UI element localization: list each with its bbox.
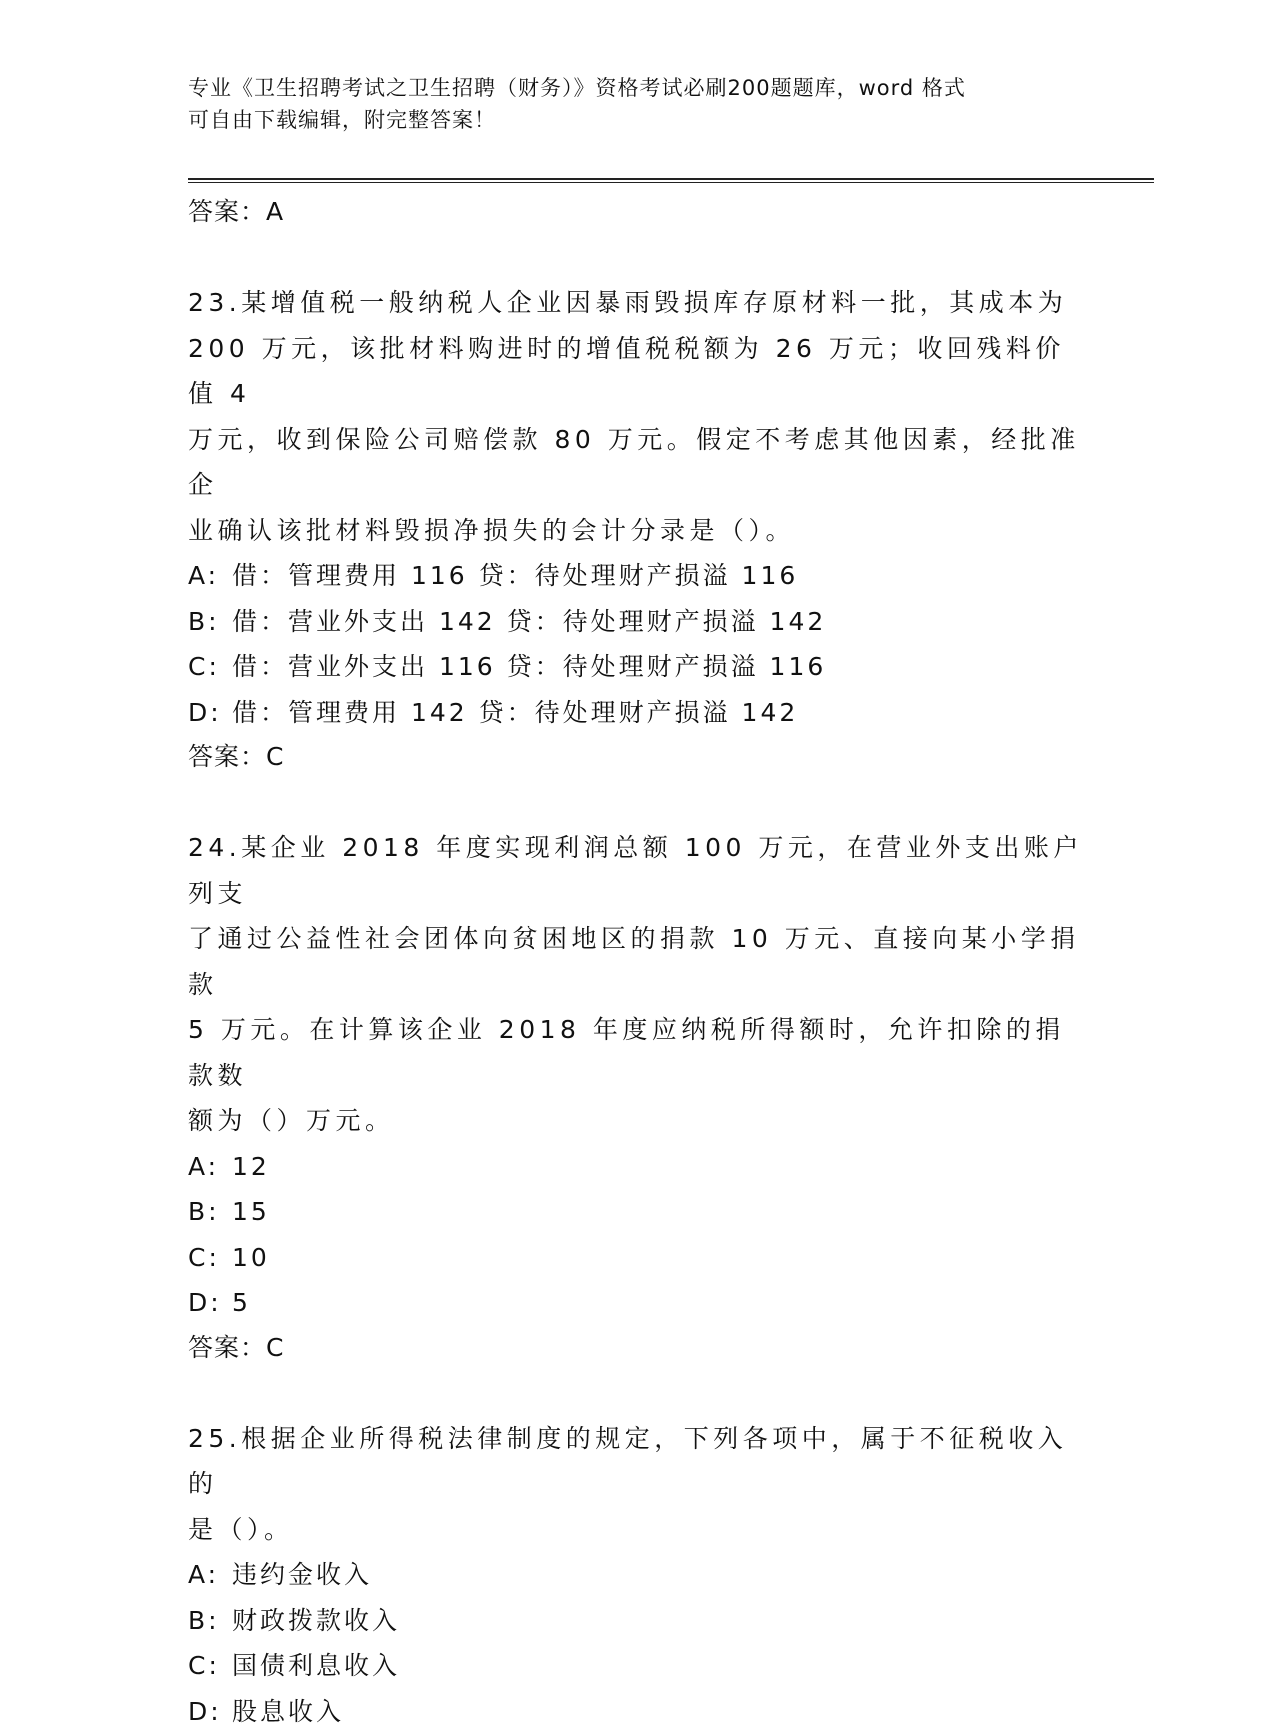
option-b bbox=[188, 1598, 1088, 1644]
option-letter: D: bbox=[188, 1280, 232, 1326]
option-letter: A: bbox=[188, 553, 232, 599]
option-letter: D: bbox=[188, 1689, 232, 1734]
document-header bbox=[188, 72, 1068, 136]
option-a bbox=[188, 1552, 1088, 1598]
question-block bbox=[188, 1416, 1088, 1734]
option-d bbox=[188, 1689, 1088, 1734]
option-d bbox=[188, 690, 1088, 736]
question-block bbox=[188, 280, 1088, 779]
answer-line: 答案：C bbox=[188, 1326, 1088, 1370]
option-text: 借：管理费用 116 贷：待处理财产损溢 116 bbox=[232, 561, 798, 590]
option-text: 10 bbox=[232, 1243, 270, 1272]
header-title-line-1: 专业《卫生招聘考试之卫生招聘（财务）》资格考试必刷200题题库，word 格式 bbox=[188, 72, 1068, 104]
option-b bbox=[188, 599, 1088, 645]
option-text: 借：营业外支出 142 贷：待处理财产损溢 142 bbox=[232, 607, 826, 636]
option-text: 12 bbox=[232, 1152, 270, 1181]
option-c bbox=[188, 644, 1088, 690]
question-text: 23.某增值税一般纳税人企业因暴雨毁损库存原材料一批，其成本为 200 万元，该批材料购进时的增值税税额为 26 万元；收回残料价值 4 万元，收到保险公司赔偿款 80 万元。假定不考虑其他因素，经批准企 业确认该批材料毁损净损失的会计分录是（）。 bbox=[188, 280, 1088, 553]
option-letter: C: bbox=[188, 644, 232, 690]
header-title-line-2: 可自由下载编辑，附完整答案！ bbox=[188, 104, 1068, 136]
option-letter: C: bbox=[188, 1643, 232, 1689]
option-text: 违约金收入 bbox=[232, 1560, 372, 1589]
option-letter: D: bbox=[188, 690, 232, 736]
option-letter: C: bbox=[188, 1235, 232, 1281]
question-text: 24.某企业 2018 年度实现利润总额 100 万元，在营业外支出账户列支 了通过公益性社会团体向贫困地区的捐款 10 万元、直接向某小学捐款 5 万元。在计算该企业 2018 年度应纳税所得额时，允许扣除的捐款数 额为（）万元。 bbox=[188, 825, 1088, 1144]
option-letter: B: bbox=[188, 599, 232, 645]
option-text: 15 bbox=[232, 1197, 270, 1226]
option-text: 借：管理费用 142 贷：待处理财产损溢 142 bbox=[232, 698, 798, 727]
option-a bbox=[188, 553, 1088, 599]
option-b bbox=[188, 1189, 1088, 1235]
question-block bbox=[188, 825, 1088, 1370]
option-text: 5 bbox=[232, 1288, 251, 1317]
document-body bbox=[188, 190, 1088, 1734]
option-text: 借：营业外支出 116 贷：待处理财产损溢 116 bbox=[232, 652, 826, 681]
option-letter: A: bbox=[188, 1144, 232, 1190]
option-text: 股息收入 bbox=[232, 1697, 344, 1726]
answer-line: 答案：C bbox=[188, 735, 1088, 779]
option-c bbox=[188, 1235, 1088, 1281]
header-divider bbox=[188, 178, 1154, 183]
question-text: 25.根据企业所得税法律制度的规定，下列各项中，属于不征税收入的 是（）。 bbox=[188, 1416, 1088, 1553]
option-a bbox=[188, 1144, 1088, 1190]
option-text: 财政拨款收入 bbox=[232, 1606, 400, 1635]
option-letter: A: bbox=[188, 1552, 232, 1598]
option-text: 国债利息收入 bbox=[232, 1651, 400, 1680]
option-letter: B: bbox=[188, 1598, 232, 1644]
answer-line: 答案：A bbox=[188, 190, 1088, 234]
option-letter: B: bbox=[188, 1189, 232, 1235]
option-d bbox=[188, 1280, 1088, 1326]
